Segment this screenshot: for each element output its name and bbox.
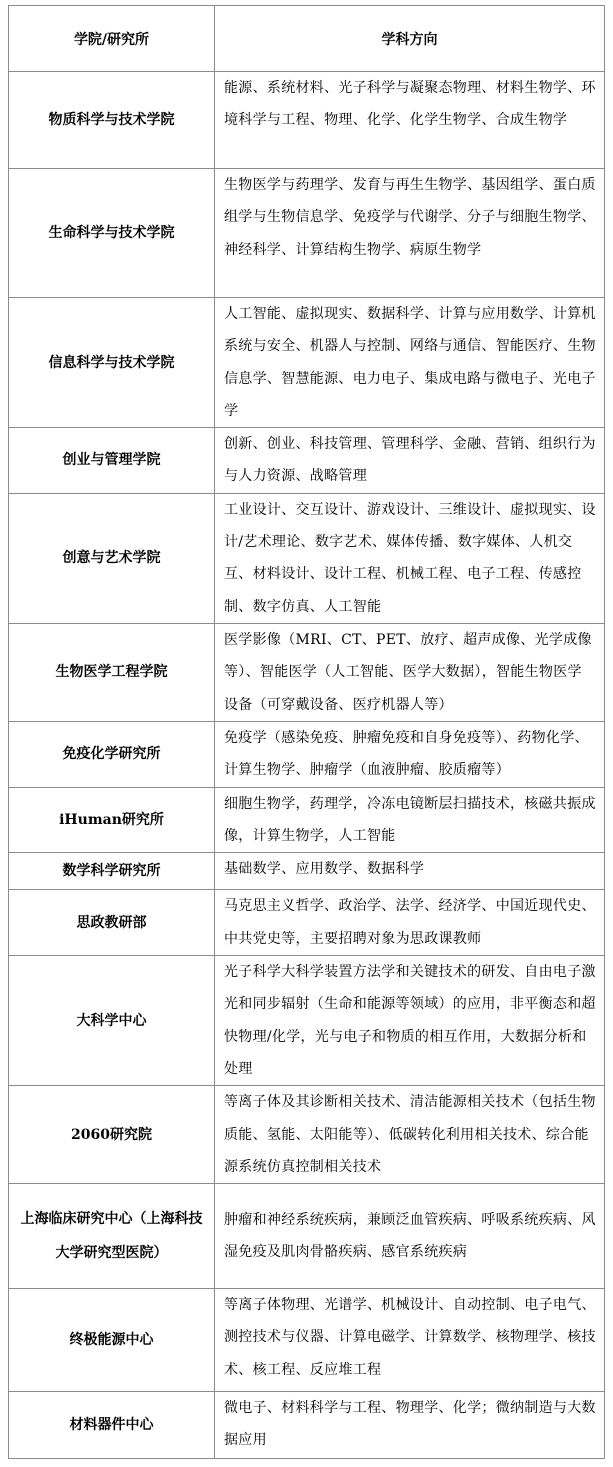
field-description: 生物医学与药理学、发育与再生生物学、基因组学、蛋白质组学与生物信息学、免疫学与代谢学、分子与细胞生物学、神经科学、计算结构生物学、病原生物学 <box>215 169 605 298</box>
table-row <box>9 623 605 721</box>
table-row <box>9 72 605 169</box>
table-row <box>9 890 605 956</box>
field-description: 能源、系统材料、光子科学与凝聚态物理、材料生物学、环境科学与工程、物理、化学、化学生物学、合成生物学 <box>215 72 605 169</box>
table-row <box>9 493 605 623</box>
field-description: 医学影像（MRI、CT、PET、放疗、超声成像、光学成像等）、智能医学（人工智能、医学大数据），智能生物医学设备（可穿戴设备、医疗机器人等） <box>215 623 605 721</box>
field-description: 等离子体物理、光谱学、机械设计、自动控制、电子电气、测控技术与仪器、计算电磁学、计算数学、核物理学、核技术、核工程、反应堆工程 <box>215 1289 605 1392</box>
table-row <box>9 721 605 787</box>
institute-name: 免疫化学研究所 <box>9 721 215 787</box>
field-description: 基础数学、应用数学、数据科学 <box>215 853 605 890</box>
table-row <box>9 298 605 428</box>
header-institute: 学院/研究所 <box>9 6 215 72</box>
field-description: 微电子、材料科学与工程、物理学、化学；微纳制造与大数据应用 <box>215 1392 605 1459</box>
table-row <box>9 428 605 494</box>
institute-name: 创意与艺术学院 <box>9 493 215 623</box>
institute-name: 物质科学与技术学院 <box>9 72 215 169</box>
table-row <box>9 1086 605 1184</box>
institute-name: 终极能源中心 <box>9 1289 215 1392</box>
table-row <box>9 956 605 1086</box>
field-description: 人工智能、虚拟现实、数据科学、计算与应用数学、计算机系统与安全、机器人与控制、网络与通信、智能医疗、生物信息学、智慧能源、电力电子、集成电路与微电子、光电子学 <box>215 298 605 428</box>
field-description: 光子科学大科学装置方法学和关键技术的研发、自由电子激光和同步辐射（生命和能源等领域）的应用，非平衡态和超快物理/化学，光与电子和物质的相互作用，大数据分析和处理 <box>215 956 605 1086</box>
institute-name: 思政教研部 <box>9 890 215 956</box>
field-description: 肿瘤和神经系统疾病，兼顾泛血管疾病、呼吸系统疾病、风湿免疫及肌肉骨骼疾病、感官系统疾病 <box>215 1184 605 1289</box>
institute-name: 生命科学与技术学院 <box>9 169 215 298</box>
institute-name: 数学科学研究所 <box>9 853 215 890</box>
institute-name: 创业与管理学院 <box>9 428 215 494</box>
institute-name: iHuman研究所 <box>9 787 215 853</box>
field-description: 等离子体及其诊断相关技术、清洁能源相关技术（包括生物质能、氢能、太阳能等）、低碳转化利用相关技术、综合能源系统仿真控制相关技术 <box>215 1086 605 1184</box>
header-field: 学科方向 <box>215 6 605 72</box>
field-description: 细胞生物学，药理学，冷冻电镜断层扫描技术，核磁共振成像，计算生物学，人工智能 <box>215 787 605 853</box>
institute-name: 2060研究院 <box>9 1086 215 1184</box>
field-description: 马克思主义哲学、政治学、法学、经济学、中国近现代史、中共党史等，主要招聘对象为思政课教师 <box>215 890 605 956</box>
institute-name: 信息科学与技术学院 <box>9 298 215 428</box>
table-row <box>9 1184 605 1289</box>
table-row <box>9 853 605 890</box>
institute-name: 大科学中心 <box>9 956 215 1086</box>
table-row <box>9 787 605 853</box>
institute-name: 上海临床研究中心（上海科技大学研究型医院） <box>9 1184 215 1289</box>
field-description: 免疫学（感染免疫、肿瘤免疫和自身免疫等）、药物化学、计算生物学、肿瘤学（血液肿瘤、胶质瘤等） <box>215 721 605 787</box>
field-description: 工业设计、交互设计、游戏设计、三维设计、虚拟现实、设计/艺术理论、数字艺术、媒体传播、数字媒体、人机交互、材料设计、设计工程、机械工程、电子工程、传感控制、数字仿真、人工智能 <box>215 493 605 623</box>
institute-name: 生物医学工程学院 <box>9 623 215 721</box>
table-row <box>9 1392 605 1459</box>
institute-name: 材料器件中心 <box>9 1392 215 1459</box>
header-row <box>9 6 605 72</box>
table-row <box>9 1289 605 1392</box>
field-description: 创新、创业、科技管理、管理科学、金融、营销、组织行为与人力资源、战略管理 <box>215 428 605 494</box>
discipline-table <box>8 5 605 1459</box>
table-row <box>9 169 605 298</box>
